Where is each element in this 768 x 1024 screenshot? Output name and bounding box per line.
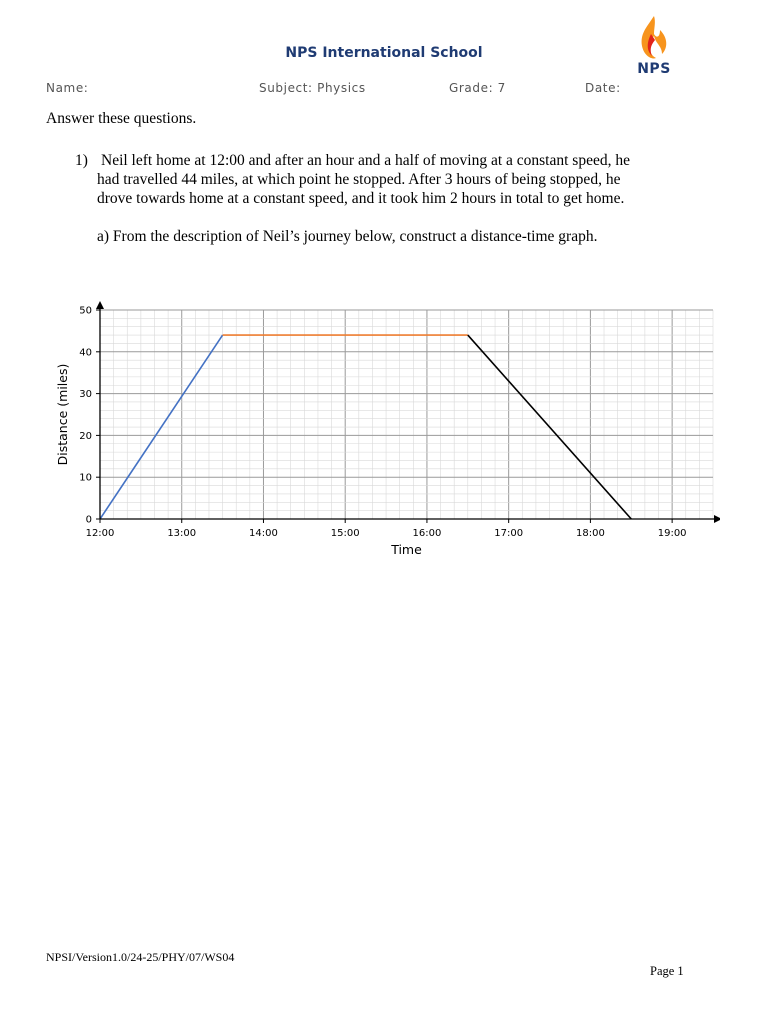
chart-tick-labels <box>79 306 686 540</box>
y-axis-arrow <box>96 301 104 309</box>
name-label: Name: <box>46 81 89 95</box>
x-axis-arrow <box>714 515 720 523</box>
page-number: Page 1 <box>650 964 684 978</box>
y-tick-label: 10 <box>79 472 92 484</box>
y-axis-title: Distance (miles) <box>55 363 70 466</box>
grade-label: Grade: 7 <box>449 81 506 95</box>
x-tick-label: 18:00 <box>575 528 605 539</box>
question-line-1: Neil left home at 12:00 and after an hour and a half of moving at a constant speed, he <box>101 152 630 169</box>
document-code: NPSI/Version1.0/24-25/PHY/07/WS04 <box>46 950 235 964</box>
x-tick-label: 19:00 <box>657 528 687 539</box>
instructions: Answer these questions. <box>46 110 197 127</box>
y-tick-label: 20 <box>79 430 92 442</box>
subject-label: Subject: Physics <box>259 81 366 95</box>
y-tick-label: 40 <box>79 347 92 359</box>
y-tick-label: 0 <box>85 514 92 526</box>
question-number: 1) <box>75 152 88 169</box>
question-line-3: drove towards home at a constant speed, and it took him 2 hours in total to get home. <box>97 190 625 207</box>
chart-grid <box>100 310 713 519</box>
x-tick-label: 12:00 <box>85 528 115 539</box>
x-tick-label: 16:00 <box>412 528 442 539</box>
y-tick-label: 30 <box>79 389 92 401</box>
x-tick-label: 15:00 <box>330 528 360 539</box>
logo-text: NPS <box>637 61 671 77</box>
distance-time-chart <box>50 295 720 560</box>
nps-logo <box>624 14 684 78</box>
x-tick-label: 14:00 <box>249 528 278 539</box>
date-label: Date: <box>585 81 621 95</box>
y-tick-label: 50 <box>79 305 92 317</box>
flame-icon <box>624 14 684 62</box>
x-tick-label: 17:00 <box>494 528 524 539</box>
x-tick-label: 13:00 <box>167 528 197 539</box>
school-title: NPS International School <box>285 45 483 61</box>
question-line-2: had travelled 44 miles, at which point he stopped. After 3 hours of being stopped, he <box>97 171 621 188</box>
x-axis-title: Time <box>391 542 422 557</box>
question-part-a: a) From the description of Neil’s journey below, construct a distance-time graph. <box>97 228 598 245</box>
